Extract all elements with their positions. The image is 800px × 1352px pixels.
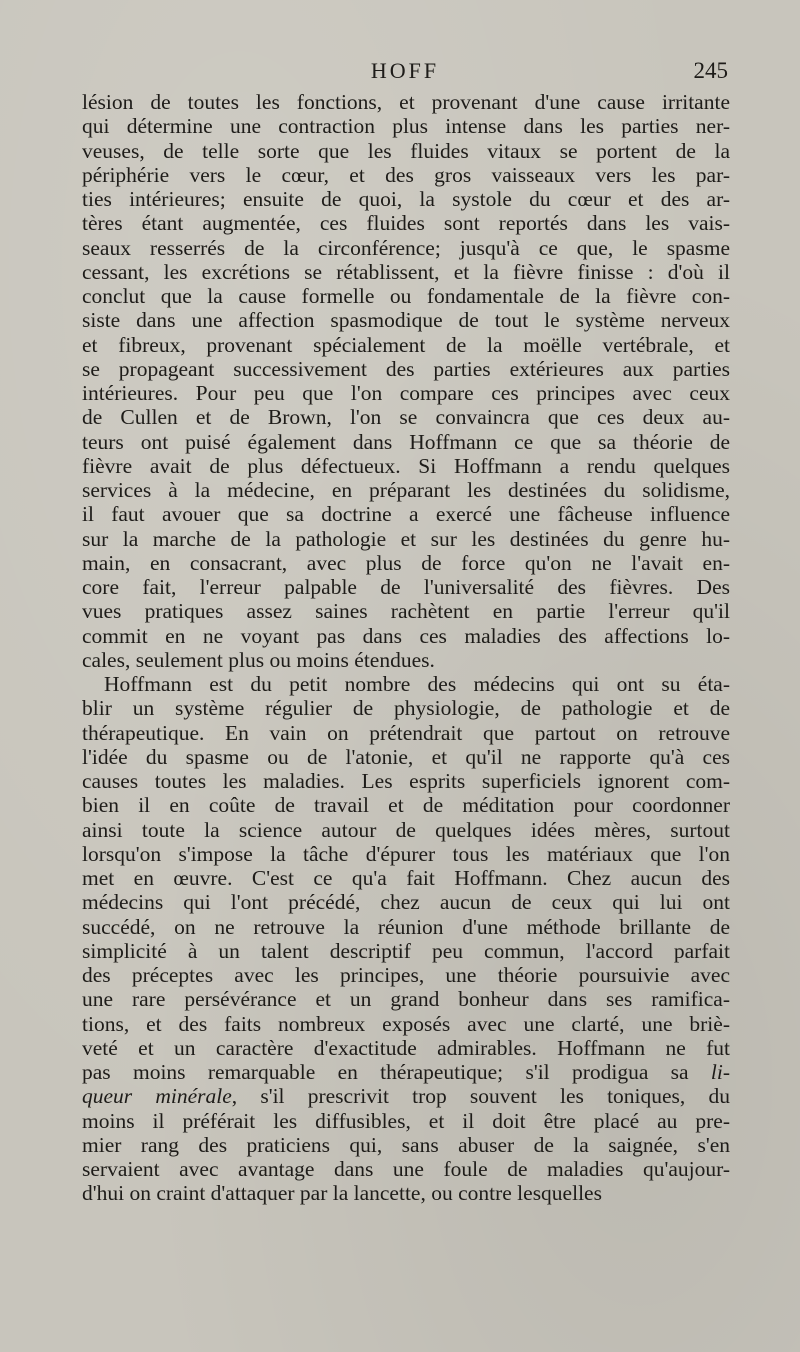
- text-line: qui détermine une contraction plus intense dans les parties ner-: [82, 114, 730, 139]
- text-line: siste dans une affection spasmodique de tout le système nerveux: [82, 308, 730, 333]
- text-line: simplicité à un talent descriptif peu commun, l'accord parfait: [82, 938, 730, 963]
- text-line: succédé, on ne retrouve la réunion d'une méthode brillante de: [82, 914, 730, 939]
- paragraph: [82, 90, 730, 672]
- text-line: [82, 1084, 730, 1108]
- text-line: tions, et des faits nombreux exposés avec une clarté, une briè-: [82, 1011, 730, 1036]
- text-line: des préceptes avec les principes, une théorie poursuivie avec: [82, 963, 730, 987]
- text-line: veuses, de telle sorte que les fluides vitaux se portent de la: [82, 138, 730, 163]
- text-line: sur la marche de la pathologie et sur les destinées du genre hu-: [82, 526, 730, 551]
- text-line: servaient avec avantage dans une foule de maladies qu'aujour-: [82, 1157, 730, 1181]
- text-line: d'hui on craint d'attaquer par la lancette, ou contre lesquelles: [82, 1181, 602, 1206]
- text-line: teurs ont puisé également dans Hoffmann ce que sa théorie de: [82, 429, 730, 454]
- text-line: services à la médecine, en préparant les destinées du solidisme,: [82, 478, 730, 502]
- text-line: de Cullen et de Brown, l'on se convaincra que ces deux au-: [82, 405, 730, 430]
- text-line: mier rang des praticiens qui, sans abuser de la saignée, s'en: [82, 1132, 730, 1157]
- text-line: causes toutes les maladies. Les esprits superficiels ignorent com-: [82, 769, 730, 793]
- text-line: Hoffmann est du petit nombre des médecins qui ont su éta-: [104, 672, 730, 696]
- text-line: cessant, les excrétions se rétablissent, et la fièvre finisse : d'où il: [82, 259, 730, 284]
- italic-fragment: queur minérale: [82, 1084, 232, 1109]
- text-line: seaux resserrés de la circonférence; jusqu'à ce que, le spasme: [82, 235, 730, 260]
- text-fragment: pas moins remarquable en thérapeutique; s'il prodigua sa: [82, 1060, 711, 1084]
- text-line: il faut avouer que sa doctrine a exercé une fâcheuse influence: [82, 502, 730, 527]
- text-line: intérieures. Pour peu que l'on compare ces principes avec ceux: [82, 381, 730, 405]
- text-line: une rare persévérance et un grand bonheur dans ses ramifica-: [82, 987, 730, 1012]
- running-head: HOFF: [370, 58, 440, 83]
- text-line: lésion de toutes les fonctions, et provenant d'une cause irritante: [82, 90, 730, 114]
- text-line: lorsqu'on s'impose la tâche d'épurer tous les matériaux que l'on: [82, 841, 730, 866]
- text-line: et fibreux, provenant spécialement de la moëlle vertébrale, et: [82, 332, 730, 357]
- text-line: blir un système régulier de physiologie, de pathologie et de: [82, 696, 730, 721]
- text-line: se propageant successivement des parties extérieures aux parties: [82, 356, 730, 381]
- text-line: core fait, l'erreur palpable de l'universalité des fièvres. Des: [82, 575, 730, 599]
- text-line: thérapeutique. En vain on prétendrait que partout on retrouve: [82, 720, 730, 745]
- text-line: périphérie vers le cœur, et des gros vaisseaux vers les par-: [82, 162, 730, 187]
- body-text: [82, 90, 730, 1206]
- text-line: bien il en coûte de travail et de méditation pour coordonner: [82, 793, 730, 818]
- text-line: cales, seulement plus ou moins étendues.: [82, 647, 435, 672]
- text-line: fièvre avait de plus défectueux. Si Hoffmann a rendu quelques: [82, 453, 730, 478]
- text-line: l'idée du spasme ou de l'atonie, et qu'il ne rapporte qu'à ces: [82, 744, 730, 769]
- text-line: ties intérieures; ensuite de quoi, la systole du cœur et des ar-: [82, 187, 730, 211]
- text-line: médecins qui l'ont précédé, chez aucun de ceux qui lui ont: [82, 890, 730, 915]
- text-line: ainsi toute la science autour de quelques idées mères, surtout: [82, 817, 730, 842]
- text-line: conclut que la cause formelle ou fondamentale de la fièvre con-: [82, 284, 730, 308]
- text-line: vues pratiques assez saines rachètent en partie l'erreur qu'il: [82, 599, 730, 624]
- italic-fragment: li-: [710, 1060, 730, 1084]
- paragraph: [82, 672, 730, 1206]
- text-line: moins il préférait les diffusibles, et il doit être placé au pre-: [82, 1108, 730, 1133]
- text-line: commit en ne voyant pas dans ces maladies des affections lo-: [82, 623, 730, 648]
- text-fragment: , s'il prescrivit trop souvent les toniques, du: [231, 1084, 730, 1109]
- text-line: main, en consacrant, avec plus de force qu'on ne l'avait en-: [82, 550, 730, 575]
- text-line: veté et un caractère d'exactitude admirables. Hoffmann ne fut: [82, 1035, 730, 1060]
- text-line: tères étant augmentée, ces fluides sont reportés dans les vais-: [82, 211, 730, 236]
- text-line: met en œuvre. C'est ce qu'a fait Hoffmann. Chez aucun des: [82, 866, 730, 890]
- page-header: [82, 58, 728, 90]
- text-line: [82, 1060, 730, 1084]
- page-number: 245: [693, 58, 728, 83]
